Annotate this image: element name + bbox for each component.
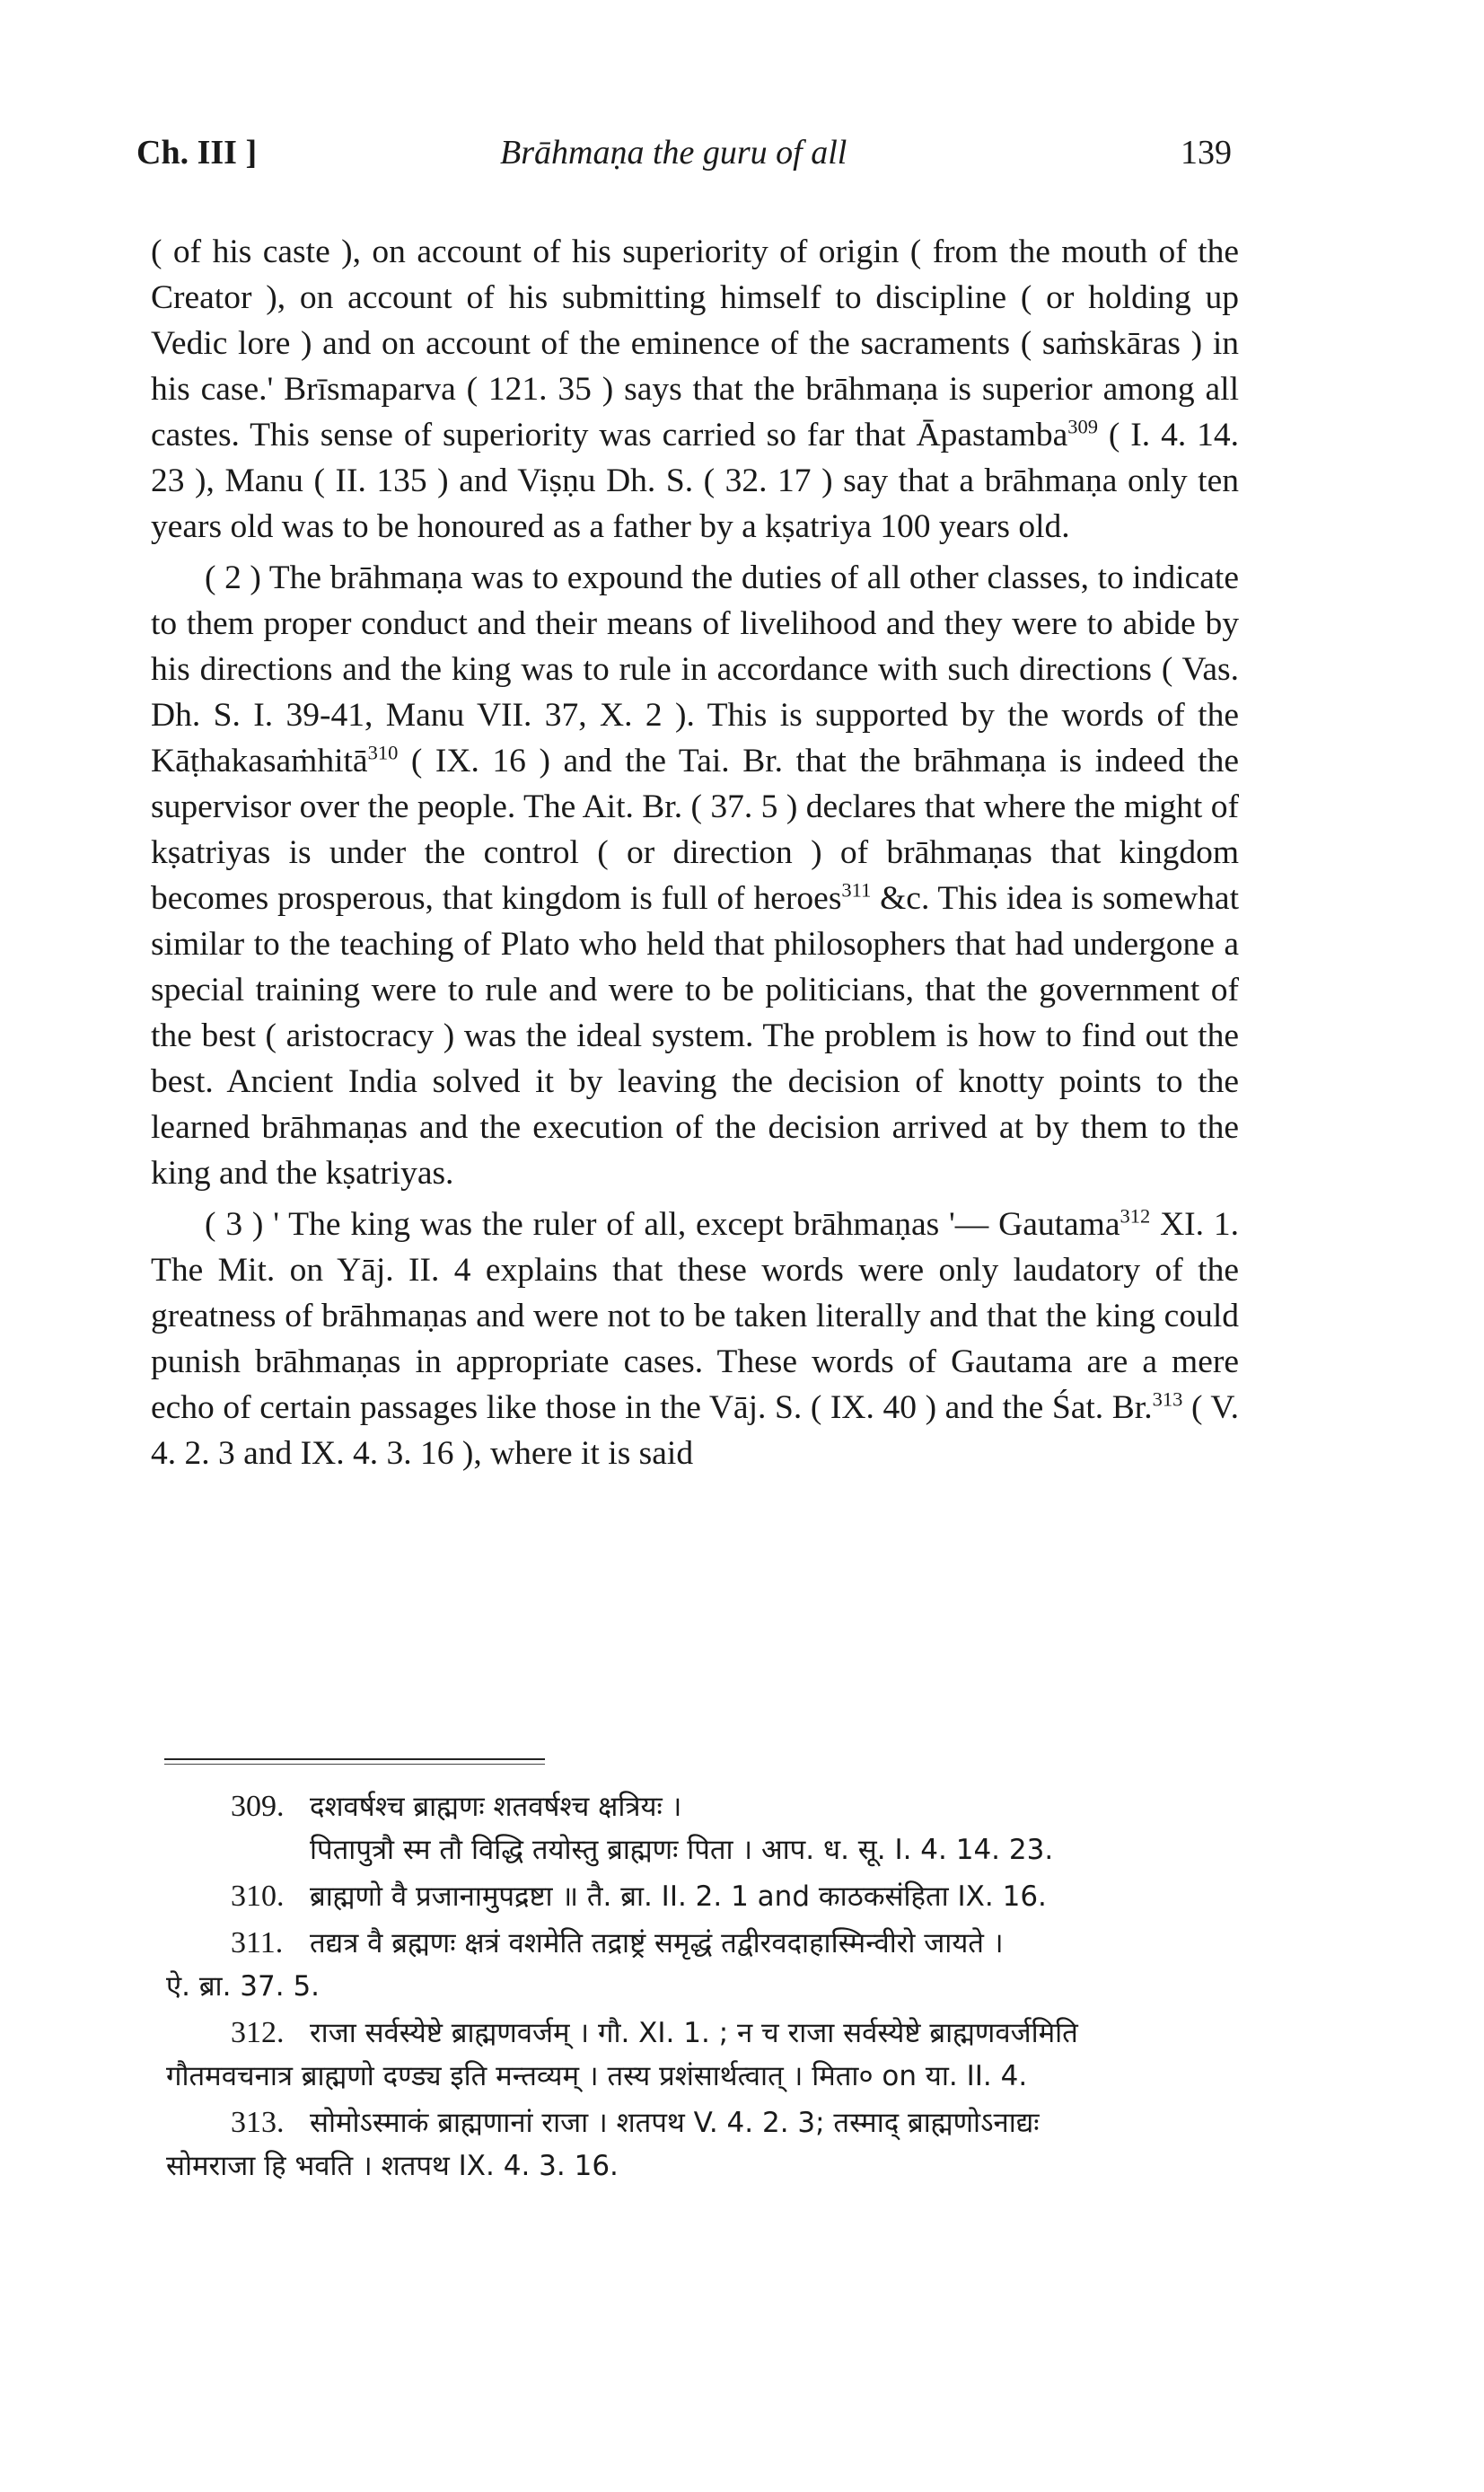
footnote-divider-thin <box>164 1764 545 1765</box>
footnote-310 <box>166 1875 1239 1918</box>
footnote-number: 309. <box>231 1790 285 1823</box>
footnote-number: 313. <box>231 2106 285 2139</box>
footnote-ref-310: 310 <box>367 741 399 764</box>
main-text <box>151 229 1239 1476</box>
paragraph-2-text-b: ( IX. 16 ) and the Tai. Br. that the brāhmaṇa is indeed the supervisor over the people. The Ait. Br. ( 37. 5 ) declares that where the might of kṣatriyas is under the control ( or direction ) of brāhmaṇas that kingdom becomes prosperous, that kingdom is full of heroes <box>151 743 1239 917</box>
paragraph-1 <box>151 229 1239 550</box>
footnote-line: गौतमवचनात्र ब्राह्मणो दण्ड्य इति मन्तव्यम् । तस्य प्रशंसार्थत्वात् । मिता० on या. II. 4. <box>166 2060 1028 2092</box>
paragraph-1-text-a: ( of his caste ), on account of his superiority of origin ( from the mouth of the Creator ), on account of his submitting himself to discipline ( or holding up Vedic lore ) and on account of the eminence of the sacraments ( saṁskāras ) in his case.' Brīsmaparva ( 121. 35 ) says that the brāhmaṇa is superior among all castes. This sense of superiority was carried so far that Āpastamba <box>151 233 1239 453</box>
footnote-313 <box>166 2101 1239 2188</box>
chapter-label: Ch. III ] <box>136 134 258 172</box>
running-header <box>136 133 1232 187</box>
footnotes <box>166 1785 1239 2191</box>
footnote-line: सोमोऽस्माकं ब्राह्मणानां राजा । शतपथ V. 4. 2. 3; तस्माद् ब्राह्मणोऽनाद्यः <box>310 2107 1040 2139</box>
footnote-ref-313: 313 <box>1152 1387 1183 1411</box>
footnote-line: दशवर्षश्च ब्राह्मणः शतवर्षश्च क्षत्रियः । <box>310 1791 682 1823</box>
footnote-divider <box>164 1758 545 1760</box>
footnote-ref-309: 309 <box>1067 415 1098 438</box>
footnote-309 <box>166 1785 1239 1871</box>
footnote-ref-312: 312 <box>1120 1204 1151 1228</box>
paragraph-3-text-c: ( V. 4. 2. 3 and IX. 4. 3. 16 ), where it is said <box>151 1389 1240 1472</box>
footnote-line: पितापुत्रौ स्म तौ विद्धि तयोस्तु ब्राह्मणः पिता । आप. ध. सू. I. 4. 14. 23. <box>310 1834 1054 1866</box>
footnote-line: राजा सर्वस्येष्टे ब्राह्मणवर्जम् । गौ. XI. 1. ; न च राजा सर्वस्येष्टे ब्राह्मणवर्जमिति <box>310 2017 1078 2049</box>
footnote-number: 311. <box>231 1926 284 1959</box>
footnote-312 <box>166 2012 1239 2098</box>
footnote-number: 312. <box>231 2016 285 2049</box>
page-number: 139 <box>1181 134 1232 172</box>
paragraph-3-text-b: XI. 1. The Mit. on Yāj. II. 4 explains that these words were only laudatory of the greatness of brāhmaṇas and were not to be taken literally and that the king could punish brāhmaṇas in appropriate cases. These words of Gautama are a mere echo of certain passages like those in the Vāj. S. ( IX. 40 ) and the Śat. Br. <box>151 1206 1239 1426</box>
paragraph-3 <box>151 1202 1239 1476</box>
footnote-ref-311: 311 <box>841 878 872 902</box>
running-title: Brāhmaṇa the guru of all <box>500 134 847 172</box>
footnote-line: सोमराजा हि भवति । शतपथ IX. 4. 3. 16. <box>166 2150 619 2182</box>
paragraph-2 <box>151 555 1239 1196</box>
footnote-line: ब्राह्मणो वै प्रजानामुपद्रष्टा ॥ तै. ब्रा. II. 2. 1 and काठकसंहिता IX. 16. <box>310 1880 1047 1913</box>
paragraph-2-text-a: ( 2 ) The brāhmaṇa was to expound the duties of all other classes, to indicate to them proper conduct and their means of livelihood and they were to abide by his directions and the king was to rule in accordance with such directions ( Vas. Dh. S. I. 39-41, Manu VII. 37, X. 2 ). This is supported by the words of the Kāṭhakasaṁhitā <box>151 559 1239 779</box>
footnote-311 <box>166 1922 1239 2008</box>
paragraph-1-text-b: ( I. 4. 14. 23 ), Manu ( II. 135 ) and Viṣṇu Dh. S. ( 32. 17 ) say that a brāhmaṇa only ten years old was to be honoured as a father by a kṣatriya 100 years old. <box>151 417 1239 545</box>
footnote-number: 310. <box>231 1880 285 1913</box>
paragraph-2-text-c: &c. This idea is somewhat similar to the teaching of Plato who held that philosophers that had undergone a special training were to rule and were to be politicians, that the government of the best ( aristocracy ) was the ideal system. The problem is how to find out the best. Ancient India solved it by leaving the decision of knotty points to the learned brāhmaṇas and the execution of the decision arrived at by them to the king and the kṣatriyas. <box>151 880 1239 1192</box>
footnote-line: तद्यत्र वै ब्रह्मणः क्षत्रं वशमेति तद्राष्ट्रं समृद्धं तद्वीरवदाहास्मिन्वीरो जायते । <box>310 1927 1004 1959</box>
paragraph-3-text-a: ( 3 ) ' The king was the ruler of all, except brāhmaṇas '— Gautama <box>205 1206 1120 1243</box>
footnote-line: ऐ. ब्रा. 37. 5. <box>166 1970 321 2003</box>
